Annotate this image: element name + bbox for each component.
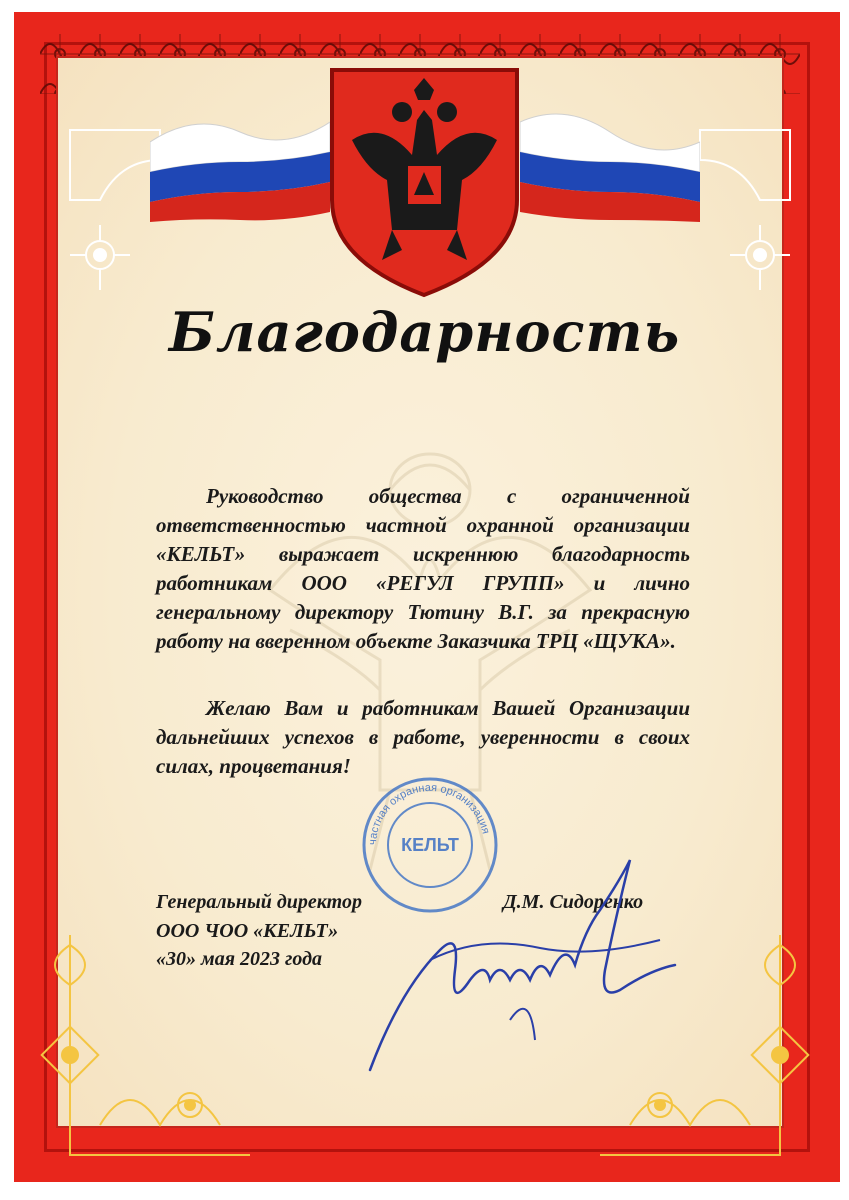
gratitude-paragraph: Руководство общества с ограниченной ответственностью частной охранной организации «КЕЛЬТ» выражает искреннюю благодарность работникам ООО «РЕГУЛ ГРУПП» и лично генеральному директору Тютину В.Г. за прекрасную работу на вверенном объекте Заказчика ТРЦ «ЩУКА». <box>156 484 690 653</box>
corner-ornament-top-right-icon <box>690 120 800 320</box>
signatory-name: Д.М. Сидоренко <box>503 891 644 913</box>
stamp-center-text: КЕЛЬТ <box>401 835 459 855</box>
document-date: «30» мая 2023 года <box>156 948 323 970</box>
page-title: Благодарность <box>168 300 681 364</box>
signatory-position: Генеральный директор <box>156 891 362 913</box>
russian-flag-right-icon <box>520 102 700 222</box>
russian-flag-left-icon <box>150 102 330 222</box>
stamp-ring-text: частная охранная организация <box>366 781 492 846</box>
wishes-paragraph: Желаю Вам и работникам Вашей Организации дальнейших успехов в работе, уверенности в своих силах, процветания! <box>156 696 690 778</box>
handwritten-signature-icon <box>360 840 680 1080</box>
coat-of-arms-emblem-icon <box>322 60 527 300</box>
signatory-organization: ООО ЧОО «КЕЛЬТ» <box>156 920 339 942</box>
